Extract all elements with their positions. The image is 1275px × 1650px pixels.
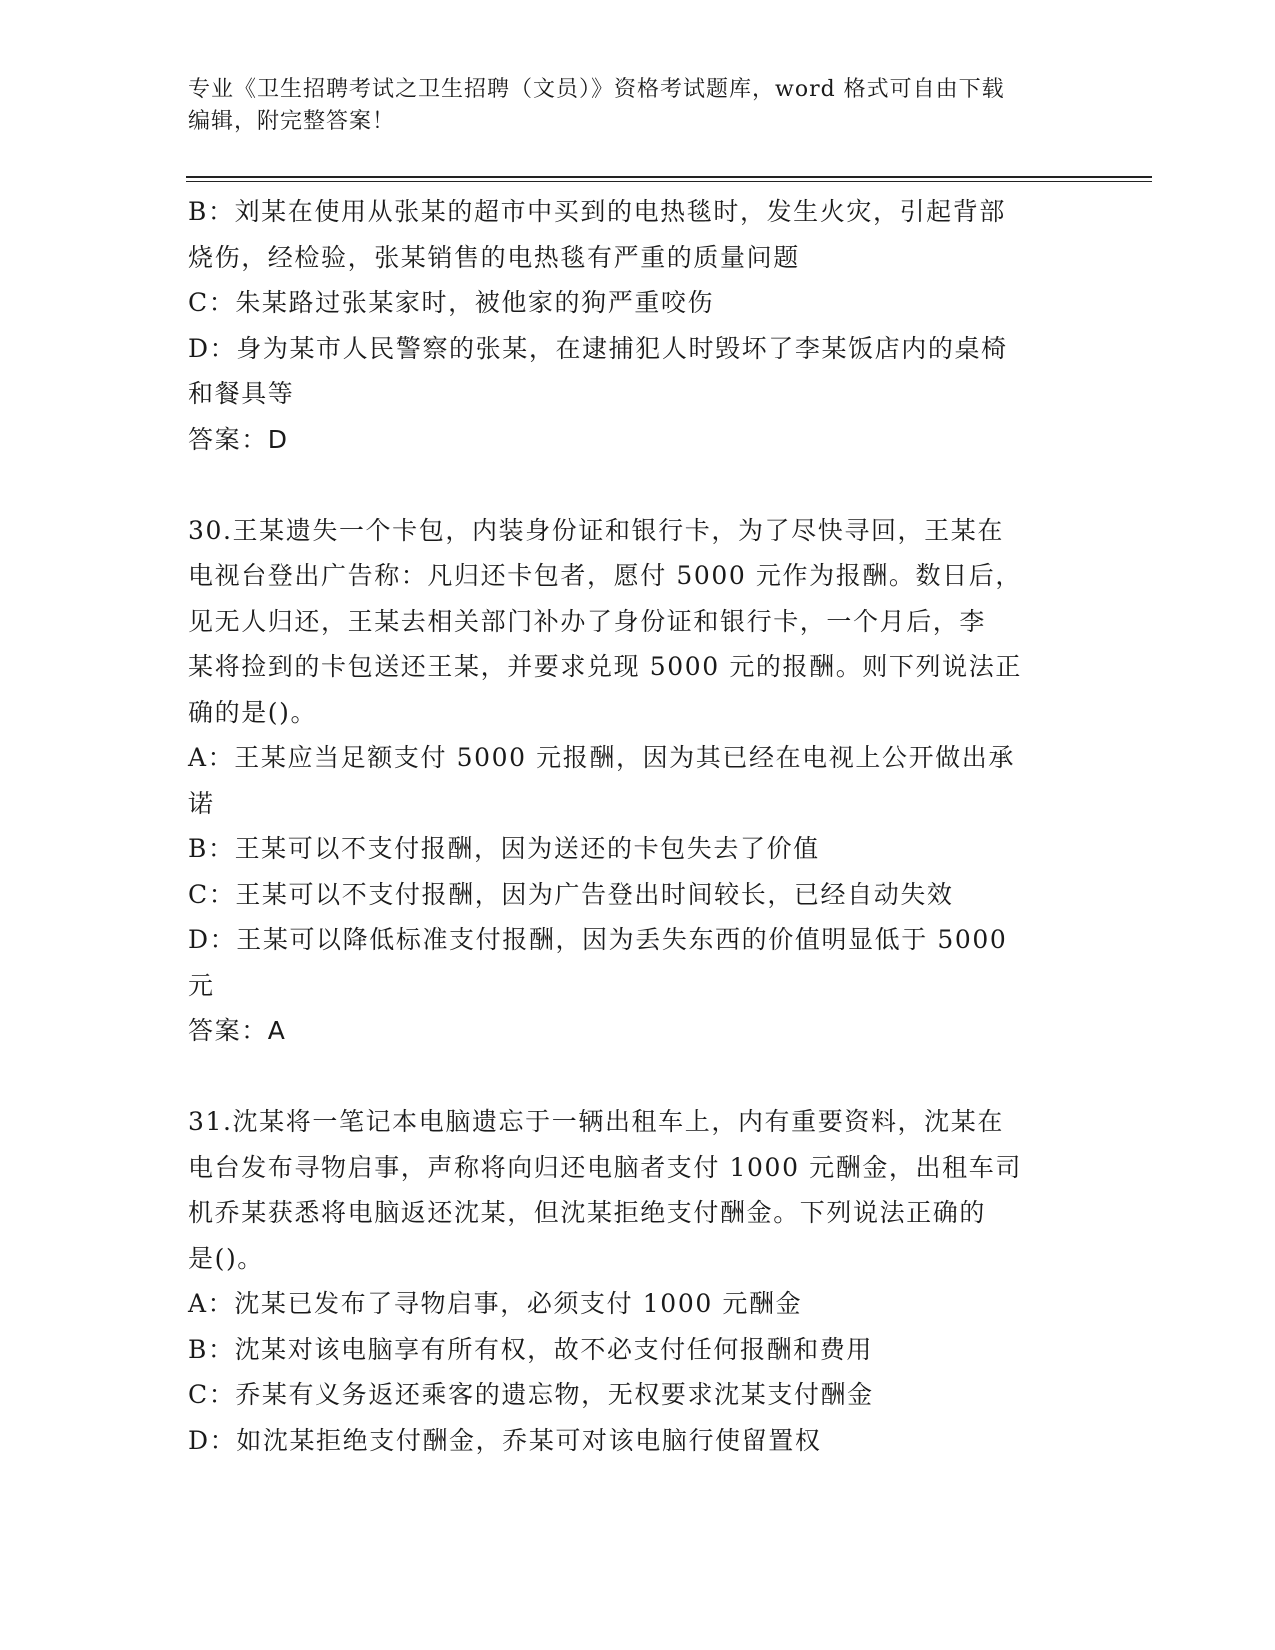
- q31-option-a: A：沈某已发布了寻物启事，必须支付 1000 元酬金: [188, 1289, 803, 1318]
- q30-option-b: B：王某可以不支付报酬，因为送还的卡包失去了价值: [188, 834, 820, 863]
- question-30-block: [188, 508, 1088, 1054]
- q31-stem-line-1: 31.沈某将一笔记本电脑遗忘于一辆出租车上，内有重要资料，沈某在: [188, 1107, 1004, 1136]
- q30-option-d-line-2: 元: [188, 970, 215, 1000]
- q31-stem-line-4: 是()。: [188, 1243, 264, 1273]
- option-d-line-2: 和餐具等: [188, 379, 295, 408]
- spacer: [188, 462, 1088, 508]
- spacer: [188, 1054, 1088, 1100]
- q31-option-c: C：乔某有义务返还乘客的遗忘物，无权要求沈某支付酬金: [188, 1380, 874, 1409]
- header-line-1: 专业《卫生招聘考试之卫生招聘（文员）》资格考试题库，word 格式可自由下载: [188, 77, 1005, 102]
- q30-answer: 答案：A: [188, 1016, 287, 1045]
- header-rule-thin: [186, 181, 1152, 182]
- question-content: [188, 189, 1088, 1463]
- page-header: [188, 74, 1088, 138]
- question-31-block: [188, 1099, 1088, 1463]
- q30-option-d-line-1: D：王某可以降低标准支付报酬，因为丢失东西的价值明显低于 5000: [188, 925, 1008, 954]
- header-line-2: 编辑，附完整答案！: [188, 109, 396, 134]
- q30-stem-line-2: 电视台登出广告称：凡归还卡包者，愿付 5000 元作为报酬。数日后，: [188, 561, 1022, 590]
- q31-option-d: D：如沈某拒绝支付酬金，乔某可对该电脑行使留置权: [188, 1425, 822, 1455]
- q30-option-c: C：王某可以不支付报酬，因为广告登出时间较长，已经自动失效: [188, 879, 954, 909]
- option-b-line-2: 烧伤，经检验，张某销售的电热毯有严重的质量问题: [188, 242, 800, 272]
- option-c: C：朱某路过张某家时，被他家的狗严重咬伤: [188, 288, 715, 317]
- prev-question-block: [188, 189, 1088, 462]
- option-b-line-1: B：刘某在使用从张某的超市中买到的电热毯时，发生火灾，引起背部: [188, 197, 1006, 226]
- q30-option-a-line-1: A：王某应当足额支付 5000 元报酬，因为其已经在电视上公开做出承: [188, 743, 1015, 772]
- option-d-line-1: D：身为某市人民警察的张某，在逮捕犯人时毁坏了李某饭店内的桌椅: [188, 333, 1008, 363]
- q30-stem-line-4: 某将捡到的卡包送还王某，并要求兑现 5000 元的报酬。则下列说法正: [188, 652, 1022, 681]
- answer: 答案：D: [188, 424, 289, 454]
- q30-stem-line-3: 见无人归还，王某去相关部门补办了身份证和银行卡，一个月后，李: [188, 606, 987, 636]
- q30-option-a-line-2: 诺: [188, 788, 215, 818]
- q31-stem-line-3: 机乔某获悉将电脑返还沈某，但沈某拒绝支付酬金。下列说法正确的: [188, 1198, 987, 1227]
- q30-stem-line-5: 确的是()。: [188, 697, 318, 727]
- q31-option-b: B：沈某对该电脑享有所有权，故不必支付任何报酬和费用: [188, 1334, 873, 1364]
- q30-stem-line-1: 30.王某遗失一个卡包，内装身份证和银行卡，为了尽快寻回，王某在: [188, 515, 1004, 545]
- header-rule-thick: [186, 176, 1152, 178]
- q31-stem-line-2: 电台发布寻物启事，声称将向归还电脑者支付 1000 元酬金，出租车司: [188, 1152, 1022, 1182]
